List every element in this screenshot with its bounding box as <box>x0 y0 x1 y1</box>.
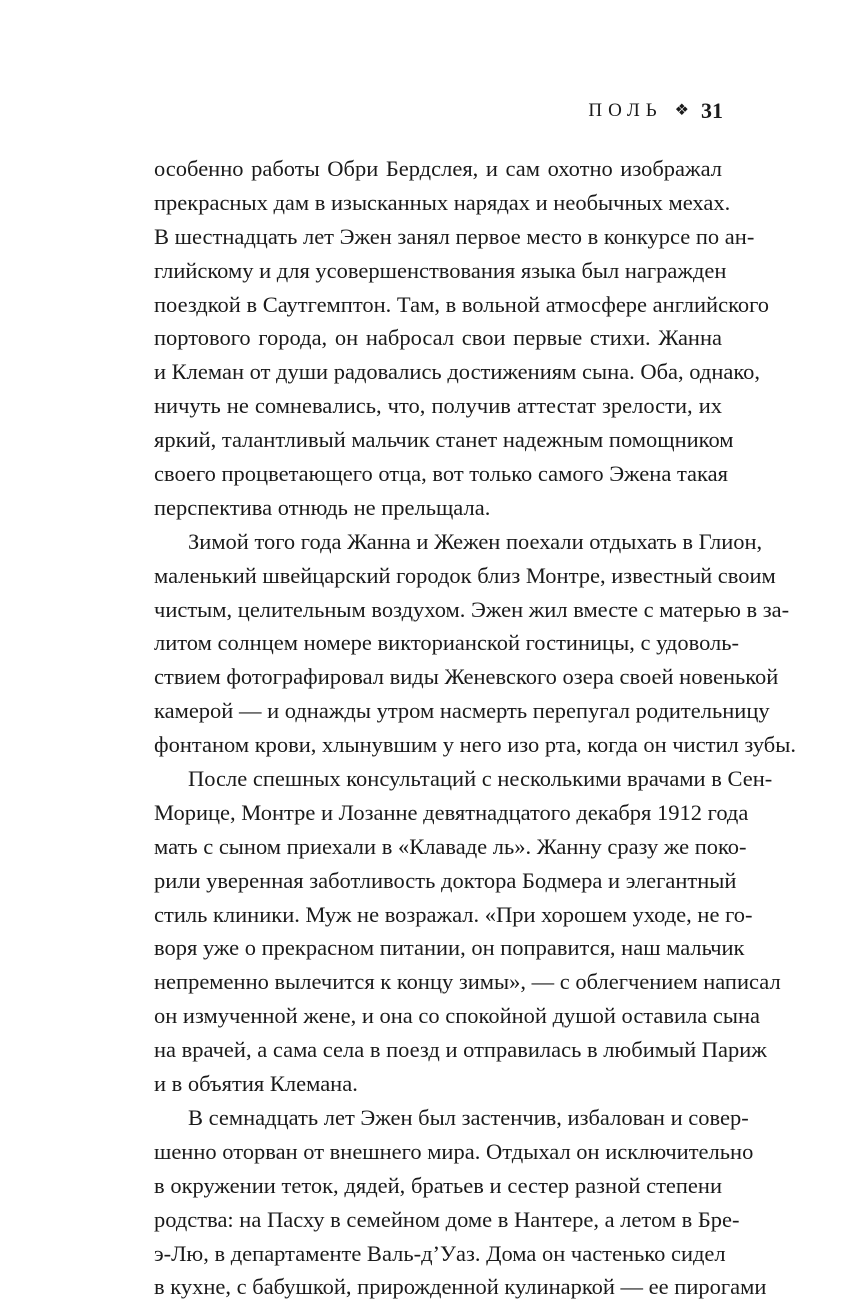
paragraph-end-line: фонтаном крови, хлынувшим у него изо рта, когда он чистил зубы. <box>154 732 796 758</box>
text-line: ничуть не сомневались, что, получив аттестат зрелости, их <box>154 393 722 419</box>
running-title: ПОЛЬ <box>588 100 663 121</box>
text-line: он измученной жене, и она со спокойной душой оставила сына <box>154 1003 761 1029</box>
text-line: литом солнцем номере викторианской гостиницы, с удоволь- <box>154 630 740 656</box>
text-line: непременно вылечится к концу зимы», — с облегчением написал <box>154 969 781 995</box>
text-line: особенно работы Обри Бердслея, и сам охотно изображал <box>154 156 722 181</box>
paragraph-start-line: После спешных консультаций с несколькими врачами в Сен- <box>188 766 773 792</box>
running-head <box>588 96 723 126</box>
text-line: камерой — и однажды утром насмерть перепугал родительницу <box>154 698 770 724</box>
ornament-icon: ❖ <box>674 102 689 119</box>
paragraph-start-line: В семнадцать лет Эжен был застенчив, избалован и совер- <box>188 1104 749 1130</box>
text-line: глийскому и для усовершенствования языка был награжден <box>154 257 727 283</box>
paragraph-end-line: и в объятия Клемана. <box>154 1071 358 1097</box>
text-line: своего процветающего отца, вот только самого Эжена такая <box>154 461 728 487</box>
text-line: мать с сыном приехали в «Клаваде ль». Жанну сразу же поко- <box>154 833 747 859</box>
text-line: яркий, талантливый мальчик станет надежным помощником <box>154 427 734 453</box>
paragraph-start-line: Зимой того года Жанна и Жежен поехали отдыхать в Глион, <box>188 528 763 554</box>
text-line: в окружении теток, дядей, братьев и сестер разной степени <box>154 1172 722 1198</box>
text-line: шенно оторван от внешнего мира. Отдыхал он исключительно <box>154 1138 754 1164</box>
text-line: рили уверенная заботливость доктора Бодмера и элегантный <box>154 867 737 893</box>
page-number: 31 <box>701 98 723 123</box>
text-line: в кухне, с бабушкой, прирожденной кулинаркой — ее пирогами <box>154 1274 767 1300</box>
text-line: Морице, Монтре и Лозанне девятнадцатого декабря 1912 года <box>154 799 749 825</box>
paragraph-end-line: перспектива отнюдь не прельщала. <box>154 494 491 520</box>
text-line: родства: на Пасху в семейном доме в Нантере, а летом в Бре- <box>154 1206 740 1232</box>
text-line: маленький швейцарский городок близ Монтре, известный своим <box>154 562 776 588</box>
text-line: воря уже о прекрасном питании, он поправится, наш мальчик <box>154 935 745 961</box>
text-line: ствием фотографировал виды Женевского озера своей новенькой <box>154 664 779 690</box>
text-line: портового города, он набросал свои первые стихи. Жанна <box>154 325 722 351</box>
text-line: э-Лю, в департаменте Валь-д’Уаз. Дома он частенько сидел <box>154 1240 726 1266</box>
text-line: чистым, целительным воздухом. Эжен жил вместе с матерью в за- <box>154 596 790 622</box>
text-line: В шестнадцать лет Эжен занял первое место в конкурсе по ан- <box>154 223 755 249</box>
text-line: на врачей, а сама села в поезд и отправилась в любимый Париж <box>154 1037 767 1063</box>
text-line: и Клеман от души радовались достижениям сына. Оба, однако, <box>154 359 761 385</box>
text-line: поездкой в Саутгемптон. Там, в вольной атмосфере английского <box>154 291 770 317</box>
body-text <box>154 152 796 1304</box>
text-line: стиль клиники. Муж не возражал. «При хорошем уходе, не го- <box>154 901 753 927</box>
text-line: прекрасных дам в изысканных нарядах и необычных мехах. <box>154 189 731 215</box>
